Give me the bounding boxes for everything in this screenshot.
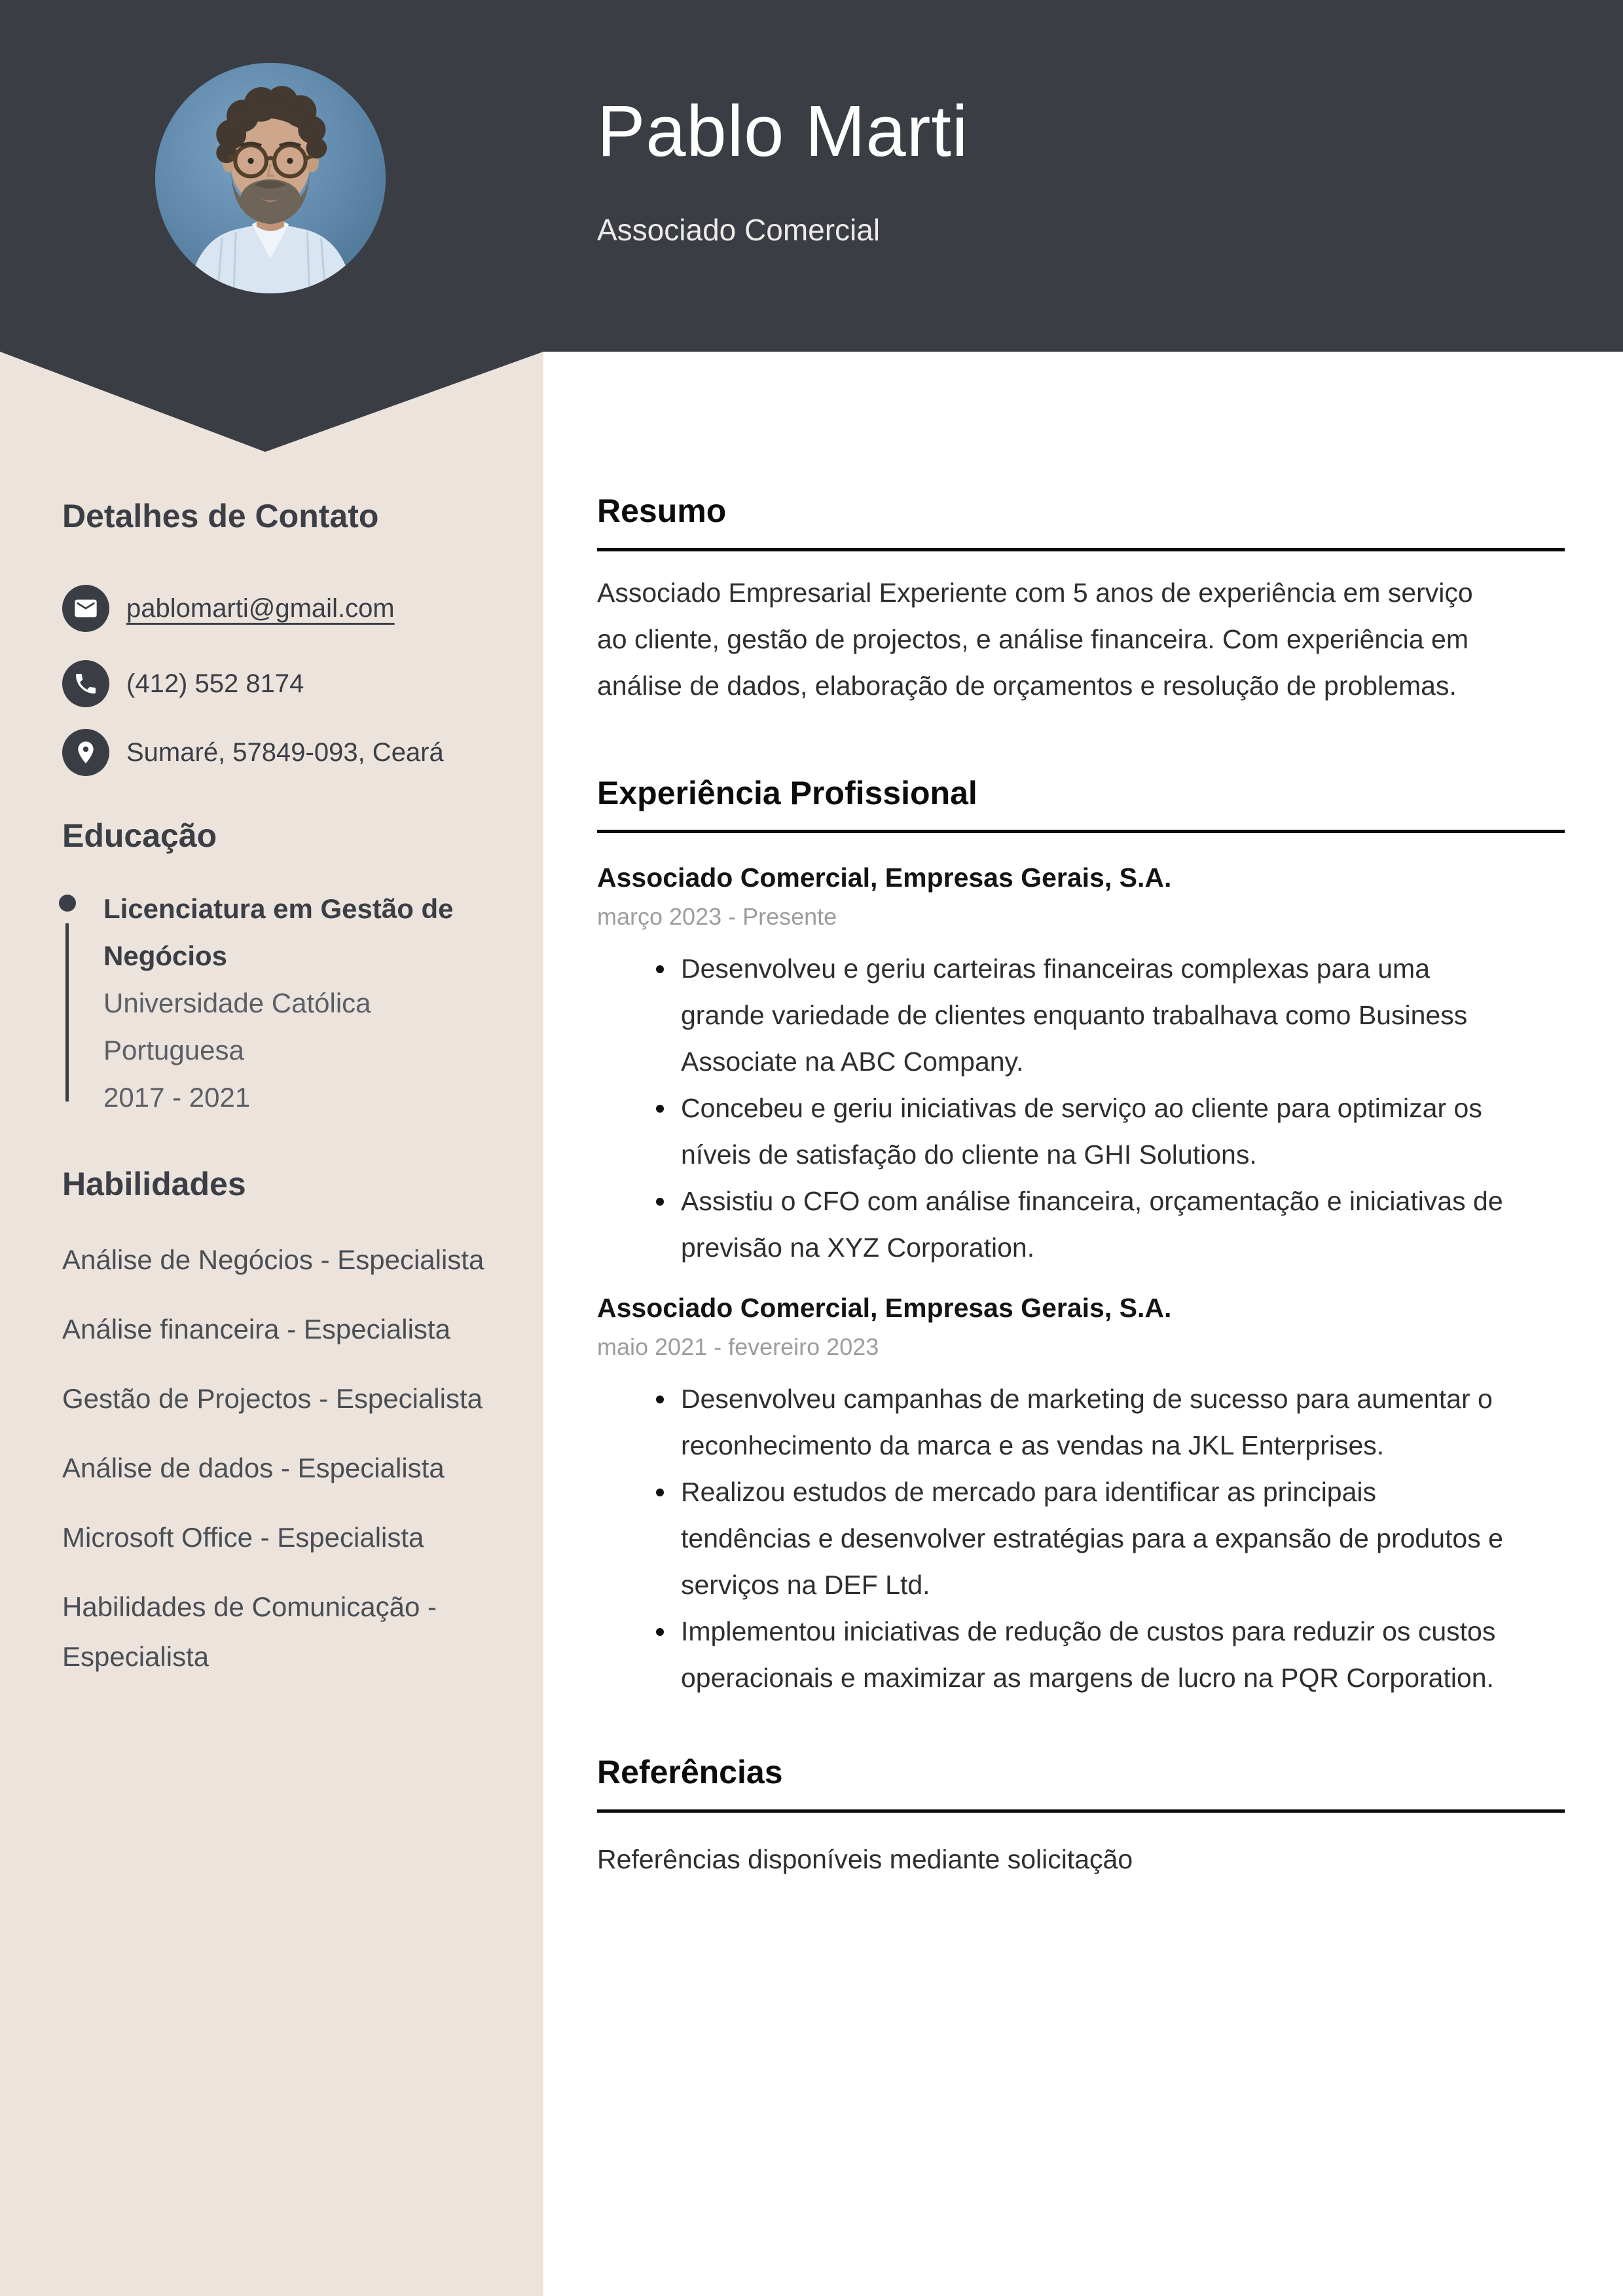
skills-heading: Habilidades [62, 1166, 246, 1202]
references-heading: Referências [597, 1754, 1565, 1813]
experience-section [597, 775, 1565, 1702]
timeline-dot [59, 895, 76, 912]
phone-icon [62, 660, 109, 707]
skill-item: Habilidades de Comunicação - Especialista [62, 1591, 437, 1672]
person-job-title: Associado Comercial [597, 213, 881, 247]
person-name: Pablo Marti [597, 91, 969, 172]
location-icon [62, 729, 109, 776]
skill-item: Gestão de Projectos - Especialista [62, 1383, 483, 1414]
job-bullet: Implementou iniciativas de redução de custos para reduzir os custos operacionais e maximizar as margens de lucro na PQR Corporation. [655, 1608, 1506, 1701]
references-text: Referências disponíveis mediante solicitação [597, 1843, 1133, 1874]
timeline-line [65, 923, 69, 1102]
job-entry-2 [597, 1291, 1565, 1701]
education-school: Universidade Católica Portuguesa [103, 988, 371, 1065]
job-title: Associado Comercial, Empresas Gerais, S.A. [597, 862, 1172, 893]
job-bullet: Desenvolveu campanhas de marketing de sucesso para aumentar o reconhecimento da marca e as vendas na JKL Enterprises. [655, 1376, 1506, 1469]
email-link[interactable]: pablomarti@gmail.com [126, 594, 395, 623]
job-entry-1 [597, 861, 1565, 1271]
phone-value: (412) 552 8174 [126, 669, 304, 698]
job-bullet: Realizou estudos de mercado para identificar as principais tendências e desenvolver estratégias para a expansão de produtos e serviços na DEF Ltd. [655, 1469, 1506, 1608]
location-value: Sumaré, 57849-093, Ceará [126, 738, 444, 767]
education-degree: Licenciatura em Gestão de Negócios [103, 893, 454, 971]
job-title: Associado Comercial, Empresas Gerais, S.A. [597, 1293, 1172, 1323]
job-bullet-list [655, 1376, 1506, 1701]
job-dates: maio 2021 - fevereiro 2023 [597, 1333, 879, 1360]
skill-item: Microsoft Office - Especialista [62, 1522, 424, 1553]
main-column [597, 492, 1565, 1883]
job-bullet-list [655, 946, 1506, 1271]
job-bullet: Assistiu o CFO com análise financeira, orçamentação e iniciativas de previsão na XYZ Corporation. [655, 1178, 1506, 1271]
education-heading: Educação [62, 817, 217, 854]
references-section [597, 1754, 1565, 1883]
job-bullet: Concebeu e geriu iniciativas de serviço ao cliente para optimizar os níveis de satisfação do cliente na GHI Solutions. [655, 1085, 1506, 1178]
skills-list [62, 1235, 491, 1701]
contact-heading: Detalhes de Contato [62, 498, 379, 534]
summary-section [597, 492, 1565, 709]
experience-heading: Experiência Profissional [597, 775, 1565, 834]
email-icon [62, 585, 109, 632]
contact-row-phone [62, 660, 304, 707]
contact-row-location [62, 729, 444, 776]
summary-heading: Resumo [597, 492, 1565, 551]
header-chevron [0, 352, 543, 454]
skill-item: Análise de dados - Especialista [62, 1453, 445, 1483]
job-dates: março 2023 - Presente [597, 903, 837, 930]
skill-item: Análise de Negócios - Especialista [62, 1244, 484, 1275]
education-years: 2017 - 2021 [103, 1082, 251, 1113]
skill-item: Análise financeira - Especialista [62, 1314, 450, 1344]
contact-row-email [62, 585, 395, 632]
education-entry [103, 885, 496, 1121]
job-bullet: Desenvolveu e geriu carteiras financeiras complexas para uma grande variedade de clientes enquanto trabalhava como Business Associate na ABC Company. [655, 946, 1506, 1085]
avatar-illustration [155, 63, 386, 293]
summary-text: Associado Empresarial Experiente com 5 anos de experiência em serviço ao cliente, gestão de projectos, e análise financeira. Com experiência em análise de dados, elaboração de orçamentos e resolução de problemas. [597, 577, 1473, 701]
profile-photo [155, 63, 386, 293]
